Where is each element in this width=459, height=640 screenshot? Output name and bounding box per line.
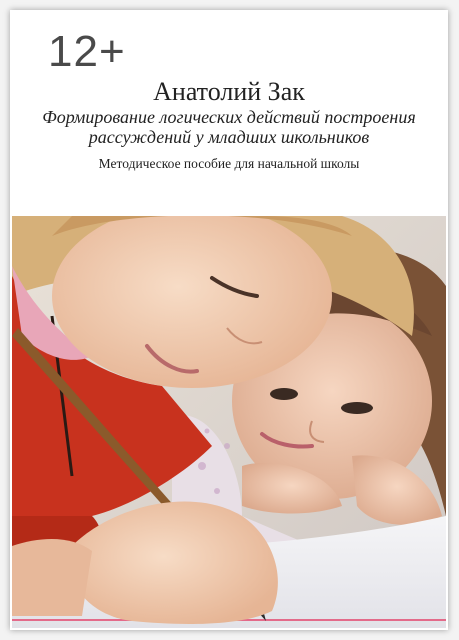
cover-photo <box>12 216 446 628</box>
book-subtitle: Методическое пособие для начальной школы <box>98 155 360 171</box>
book-title: Формирование логических действий построения рассуждений у младших школьников <box>42 107 416 148</box>
age-rating: 12+ <box>48 27 126 76</box>
book-cover <box>12 12 446 628</box>
cover-text-block <box>12 78 446 172</box>
right-child-eye-left <box>270 388 298 400</box>
right-child-eye-right <box>341 402 373 414</box>
left-child-forearm <box>12 539 92 616</box>
children-writing-photo-icon <box>12 216 446 628</box>
author-name: Анатолий Зак <box>153 77 305 106</box>
